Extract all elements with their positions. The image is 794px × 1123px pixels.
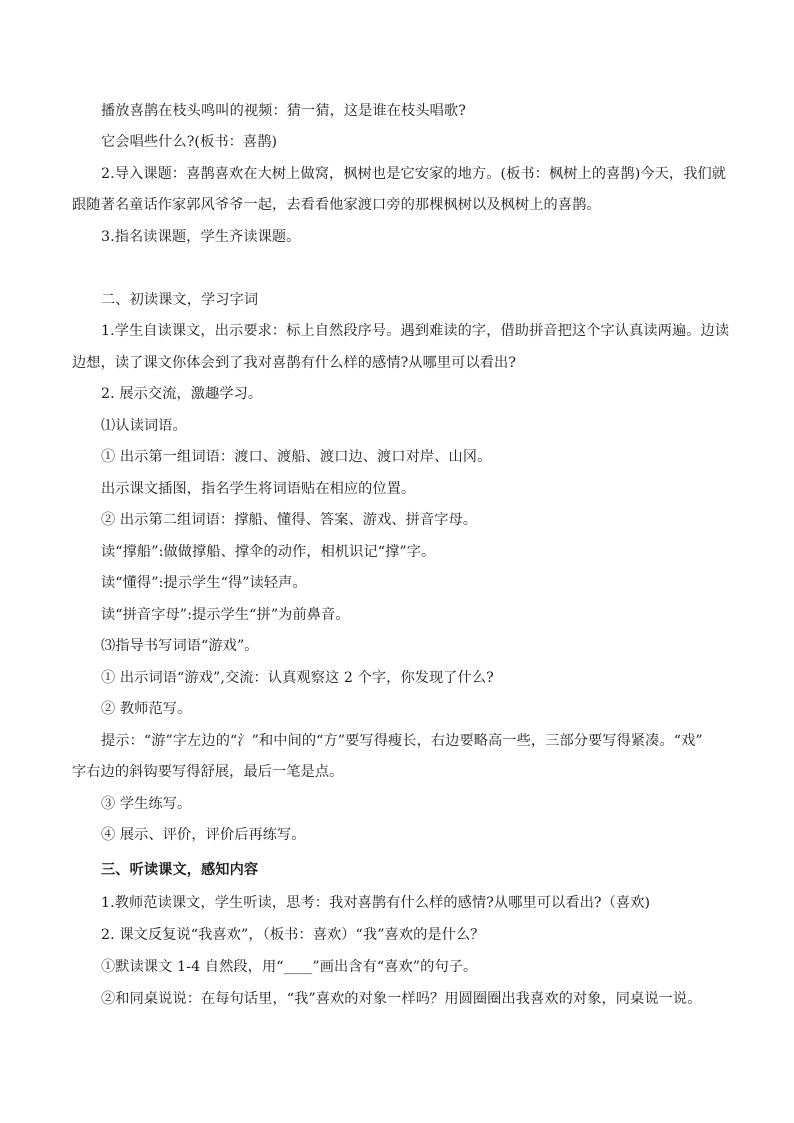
paragraph-line: 3.指名读课题，学生齐读课题。 <box>101 229 301 245</box>
paragraph-line: ② 出示第二组词语：撑船、懂得、答案、游戏、拼音字母。 <box>101 512 478 528</box>
paragraph-line: 边想，读了课文你体会到了我对喜鹊有什么样的感情?从哪里可以看出? <box>72 355 517 371</box>
section-heading: 二、初读课文，学习字词 <box>101 292 259 308</box>
paragraph-line: 读“撑船”:做做撑船、撑伞的动作，相机识记“撑”字。 <box>101 544 436 560</box>
paragraph-line: 2.导入课题：喜鹊喜欢在大树上做窝，枫树也是它安家的地方。(板书：枫树上的喜鹊)今天，我们就 <box>101 166 727 182</box>
paragraph-line: ③ 学生练写。 <box>101 796 192 812</box>
paragraph-line: ④ 展示、评价，评价后再练写。 <box>101 827 306 843</box>
paragraph-line: ② 教师范写。 <box>101 701 192 717</box>
paragraph-line: 1.学生自读课文，出示要求：标上自然段序号。遇到难读的字，借助拼音把这个字认真读两遍。边读 <box>101 323 730 339</box>
paragraph-line: 出示课文插图，指名学生将词语贴在相应的位置。 <box>101 481 416 497</box>
paragraph-line: ① 出示第一组词语：渡口、渡船、渡口边、渡口对岸、山冈。 <box>101 449 492 465</box>
paragraph-line: 字右边的斜钩要写得舒展，最后一笔是点。 <box>72 764 344 780</box>
paragraph-line: 2. 课文反复说“我喜欢”，（板书：喜欢）“我”喜欢的是什么？ <box>101 927 485 943</box>
paragraph-line: 读“拼音字母”:提示学生“拼”为前鼻音。 <box>101 607 350 623</box>
paragraph-line: ②和同桌说说：在每句话里，“我”喜欢的对象一样吗？用圆圈圈出我喜欢的对象，同桌说一说。 <box>101 991 702 1007</box>
paragraph-line: ①默读课文 1-4 自然段，用“____”画出含有“喜欢”的句子。 <box>101 959 478 975</box>
paragraph-line: 读“懂得”:提示学生“得”读轻声。 <box>101 575 307 591</box>
paragraph-line: ① 出示词语“游戏”,交流：认真观察这 2 个字，你发现了什么? <box>101 670 494 686</box>
section-heading: 三、听读课文，感知内容 <box>101 862 259 878</box>
paragraph-line: 2. 展示交流，激趣学习。 <box>101 386 263 402</box>
paragraph-line: 它会唱些什么?(板书：喜鹊) <box>101 134 278 150</box>
paragraph-line: 提示：“游”字左边的“氵”和中间的“方”要写得瘦长，右边要略高一些，三部分要写得紧凑。“戏” <box>101 733 703 749</box>
paragraph-line: 跟随著名童话作家郭风爷爷一起，去看看他家渡口旁的那棵枫树以及枫树上的喜鹊。 <box>72 197 601 213</box>
paragraph-line: ⑶指导书写词语“游戏”。 <box>101 638 259 654</box>
paragraph-line: ⑴认读词语。 <box>101 418 187 434</box>
paragraph-line: 1.教师范读课文，学生听读，思考：我对喜鹊有什么样的感情?从哪里可以看出?（喜欢) <box>101 895 651 911</box>
paragraph-line: 播放喜鹊在枝头鸣叫的视频：猜一猜，这是谁在枝头唱歌? <box>101 103 466 119</box>
